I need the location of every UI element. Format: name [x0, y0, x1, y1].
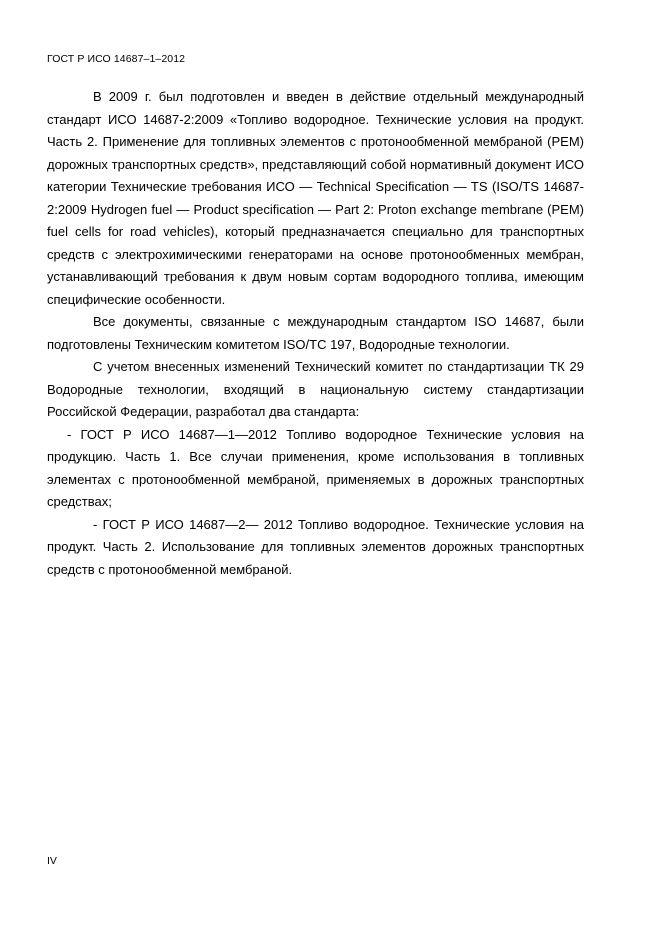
document-body	[47, 86, 584, 581]
document-header: ГОСТ Р ИСО 14687–1–2012	[47, 53, 186, 65]
paragraph-documents: Все документы, связанные с международным стандартом ISO 14687, были подготовлены Техническим комитетом ISO/TC 197, Водородные технологии.	[47, 314, 584, 352]
paragraph-intro: В 2009 г. был подготовлен и введен в действие отдельный международный стандарт ИСО 14687-2:2009 «Топливо водородное. Технические условия на продукт. Часть 2. Применение для топливных элементов с протонообменной мембраной (PEM) дорожных транспортных средств», представляющий собой нормативный документ ИСО категории Технические требования ИСО — Technical Specification — TS (ISO/TS 14687-2:2009 Hydrogen fuel — Product specification — Part 2: Proton exchange membrane (PEM) fuel cells for road vehicles), который предназначается специально для транспортных средств с электрохимическими генераторами на основе протонообменных мембран, устанавливающий требования к двум новым сортам водородного топлива, имеющим специфические особенности.	[47, 89, 584, 307]
page-number: IV	[47, 855, 57, 867]
paragraph-committee: С учетом внесенных изменений Технический комитет по стандартизации ТК 29 Водородные технологии, входящий в национальную систему стандартизации Российской Федерации, разработал два стандарта:	[47, 359, 584, 419]
list-item-standard-part-1: - ГОСТ Р ИСО 14687—1—2012 Топливо водородное Технические условия на продукцию. Часть 1. Все случаи применения, кроме использования в топливных элементах с протонообменной мембраной, применяемых в дорожных транспортных средствах;	[47, 426, 584, 509]
list-item-standard-part-2: - ГОСТ Р ИСО 14687—2— 2012 Топливо водородное. Технические условия на продукт. Часть 2. Использование для топливных элементов дорожных транспортных средств с протонообменной мембраной.	[47, 516, 584, 577]
